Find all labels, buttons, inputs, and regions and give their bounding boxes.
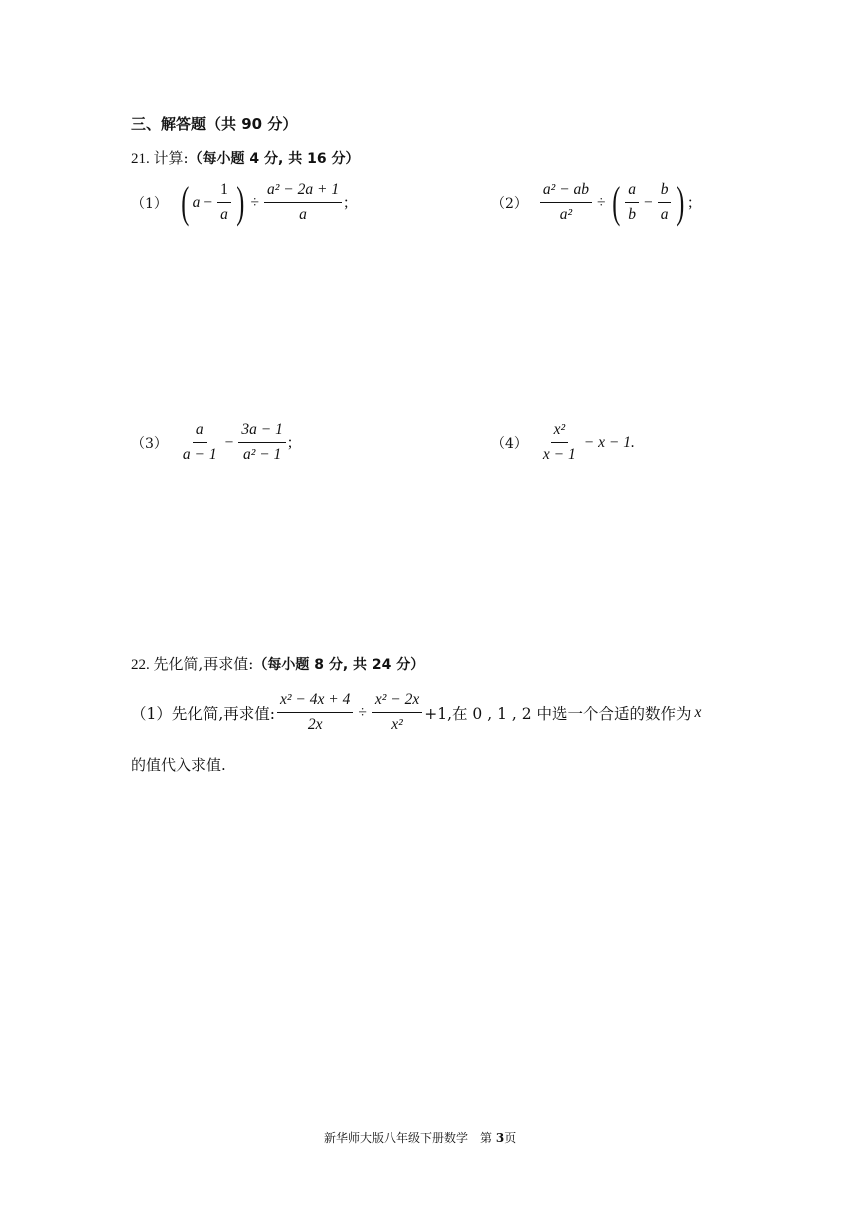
fraction: $\frac{1}{a}$ bbox=[217, 180, 231, 225]
problem-label: （3） bbox=[131, 435, 168, 452]
fraction: $\frac{\text{x² − 2x}}{\text{x²}}$ bbox=[372, 690, 422, 735]
footer-suffix: 页 bbox=[504, 1131, 517, 1145]
page-number: 3 bbox=[495, 1131, 505, 1145]
fraction: $\frac{\text{a² − ab}}{\text{a²}}$ bbox=[540, 180, 592, 225]
problem-22-1: （1）先化简,再求值: $\frac{\text{x² − 4x + 4}}{2x}$ ÷ $\frac{\text{x² − 2x}}{\text{x²}}$ +1,在 0 , 1 , 2 中选一个合适的数作为 x bbox=[131, 691, 702, 733]
problem-21-2: （2） $\frac{\text{a² − ab}}{\text{a²}}$ ÷ ( $\frac{a}{b}$ − $\frac{b}{a}$ ) ; bbox=[491, 177, 693, 227]
fraction: $\frac{\text{a² − 2a + 1}}{a}$ bbox=[264, 180, 342, 225]
question-intro: 先化简,再求值: bbox=[153, 655, 254, 673]
question-points: （每小题 4 分, 共 16 分） bbox=[188, 151, 360, 167]
problem-label: （2） bbox=[491, 195, 528, 212]
question-intro: 计算: bbox=[153, 149, 189, 167]
fraction: $\frac{3a - 1}{\text{a² − 1}}$ bbox=[238, 420, 285, 465]
problem-22-1-line2: 的值代入求值. bbox=[131, 756, 226, 774]
fraction: $\frac{\text{x² − 4x + 4}}{2x}$ bbox=[277, 690, 353, 735]
problem-21-4: （4） $\frac{\text{x²}}{x - 1}$ − x − 1. bbox=[491, 421, 635, 463]
problem-label: （4） bbox=[491, 435, 528, 452]
question-number: 21. bbox=[131, 151, 150, 167]
question-points: （每小题 8 分, 共 24 分） bbox=[253, 657, 425, 673]
problem-21-3: （3） $\frac{a}{a - 1}$ − $\frac{3a - 1}{\text{a² − 1}}$ ; bbox=[131, 421, 293, 463]
page-footer bbox=[324, 1129, 516, 1146]
question-21-header bbox=[131, 147, 359, 168]
fraction: $\frac{a}{a - 1}$ bbox=[182, 421, 217, 463]
problem-label: （1）先化简,再求值: bbox=[131, 704, 276, 723]
question-22-header bbox=[131, 653, 424, 674]
section-title: 三、解答题（共 90 分） bbox=[131, 115, 298, 133]
problem-label: （1） bbox=[131, 195, 168, 212]
question-number: 22. bbox=[131, 657, 150, 673]
problem-21-1: （1） ( a − $\frac{1}{a}$ ) ÷ $\frac{\text{a² − 2a + 1}}{a}$ ; bbox=[131, 177, 349, 227]
fraction: $\frac{b}{a}$ bbox=[658, 180, 672, 225]
fraction: $\frac{a}{b}$ bbox=[625, 180, 639, 225]
fraction: $\frac{\text{x²}}{x - 1}$ bbox=[542, 421, 576, 463]
footer-text: 新华师大版八年级下册数学 第 bbox=[324, 1131, 496, 1145]
